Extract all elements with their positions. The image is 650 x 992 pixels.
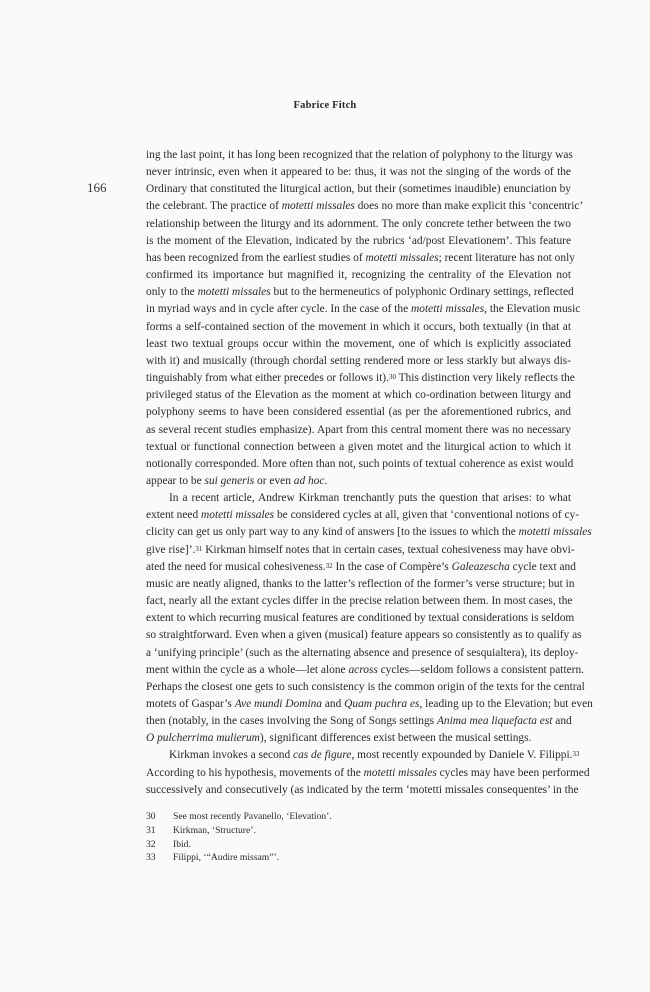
text-run: extent need bbox=[146, 509, 202, 522]
italic-phrase: sui generis bbox=[204, 474, 255, 487]
text-run: tinguishably from what either precedes or follows it). bbox=[146, 372, 389, 385]
text-run: notionally corresponded. More often than not, such points of textual coherence as exist would bbox=[146, 457, 574, 470]
text-run: in myriad ways and in cycle after cycle. In the case of the bbox=[146, 303, 412, 316]
text-line bbox=[146, 696, 593, 713]
text-run: has been recognized from the earliest studies of bbox=[146, 251, 366, 264]
text-run: cycle text and bbox=[509, 560, 576, 573]
text-run: with it) and musically (through chordal setting rendered more or less starkly but always dis- bbox=[146, 354, 571, 367]
text-run: least two textual groups occur within the movement, one of which is explicitly associated bbox=[146, 337, 571, 350]
text-run: motets of Gaspar’s bbox=[146, 698, 235, 710]
footnote-ref: 32 bbox=[325, 561, 333, 570]
text-run: confirmed its importance but magnified it, recognizing the centrality of the Elevation not bbox=[146, 269, 571, 282]
text-line bbox=[146, 301, 581, 318]
text-run: the celebrant. The practice of bbox=[146, 200, 282, 213]
text-run: , the Elevation music bbox=[484, 303, 581, 316]
italic-phrase: ad hoc bbox=[293, 474, 325, 487]
text-run: and bbox=[552, 715, 572, 728]
italic-phrase: motetti missales bbox=[411, 303, 485, 316]
text-run: does no more than make explicit this ‘concentric’ bbox=[354, 200, 584, 213]
text-line bbox=[146, 576, 575, 593]
text-run: ment within the cycle as a whole—let alone bbox=[146, 663, 349, 676]
text-run: , leading up to the Elevation; but even bbox=[419, 698, 593, 710]
text-line bbox=[146, 422, 571, 439]
text-run: or even bbox=[254, 474, 294, 487]
text-run: then (notably, in the cases involving the Song of Songs settings bbox=[146, 715, 437, 728]
text-run: so straightforward. Even when a given (musical) feature appears so consistently as to qualify as bbox=[146, 629, 582, 642]
body-text bbox=[146, 147, 593, 799]
italic-phrase: Galeazescha bbox=[451, 560, 510, 573]
text-run: In the case of Compère’s bbox=[332, 560, 452, 573]
text-line bbox=[146, 645, 579, 662]
text-line bbox=[146, 250, 575, 267]
text-run: This distinction very likely reflects the bbox=[395, 372, 575, 385]
text-line bbox=[146, 233, 571, 250]
text-run: . bbox=[324, 474, 328, 487]
footnotes bbox=[146, 810, 571, 865]
text-run: Ordinary that constituted the liturgical action, but their (sometimes inaudible) enunciation by bbox=[146, 183, 571, 196]
text-line bbox=[146, 559, 576, 576]
footnote bbox=[146, 810, 571, 824]
footnote-number: 30 bbox=[146, 811, 156, 822]
italic-phrase: motetti missales bbox=[197, 286, 271, 299]
italic-phrase: O pulcherrima mulierum bbox=[146, 732, 260, 745]
text-run: , most recently expounded by Daniele V. Filippi. bbox=[351, 749, 573, 762]
text-run: ing the last point, it has long been recognized that the relation of polyphony to the liturgy was bbox=[146, 149, 573, 161]
text-run: Perhaps the closest one gets to such consistency is the common origin of the texts for the central bbox=[146, 680, 585, 693]
text-run: cycles may have been performed bbox=[436, 766, 590, 779]
text-line bbox=[146, 370, 575, 387]
text-run: never intrinsic, even when it appeared to be: thus, it was not the singing of the words of the bbox=[146, 166, 571, 179]
text-run: fact, nearly all the extant cycles differ in the precise relation between them. In most cases, the bbox=[146, 595, 573, 608]
text-line bbox=[146, 439, 571, 456]
footnote-text: See most recently Pavanello, ‘Elevation’. bbox=[173, 811, 332, 822]
footnote-ref: 30 bbox=[388, 373, 396, 382]
text-line bbox=[146, 336, 571, 353]
text-line bbox=[146, 713, 571, 730]
footnote-text: Ibid. bbox=[173, 838, 191, 850]
italic-phrase: motetti missales bbox=[363, 766, 437, 779]
footnote bbox=[146, 851, 571, 865]
text-line bbox=[146, 473, 571, 490]
text-line bbox=[146, 507, 580, 524]
text-line bbox=[146, 610, 575, 627]
italic-phrase: motetti missales bbox=[281, 200, 355, 213]
text-line bbox=[146, 627, 582, 644]
italic-phrase: motetti missales bbox=[518, 526, 592, 539]
text-line bbox=[146, 216, 571, 233]
text-line bbox=[146, 765, 590, 782]
text-run: as several recent studies emphasize). Apart from this central moment there was no necessary bbox=[146, 423, 571, 436]
text-line bbox=[146, 679, 585, 696]
text-line bbox=[146, 782, 579, 799]
text-line bbox=[146, 319, 571, 336]
footnote-ref: 31 bbox=[195, 544, 203, 553]
text-run: but to the hermeneutics of polyphonic Ordinary settings, reflected bbox=[270, 286, 574, 299]
running-head-author: Fabrice Fitch bbox=[293, 100, 357, 111]
italic-phrase: across bbox=[348, 663, 378, 676]
italic-phrase: Quam puchra es bbox=[344, 698, 420, 710]
text-run: relationship between the liturgy and its adornment. The only concrete tether between the two bbox=[146, 217, 571, 230]
text-run: According to his hypothesis, movements of the bbox=[146, 766, 364, 779]
text-run: forms a self-contained section of the movement in which it occurs, both textually (in that at bbox=[146, 320, 571, 333]
text-run: a ‘unifying principle’ (such as the alternating absence and presence of sesquialtera), its deploy- bbox=[146, 646, 579, 659]
text-run: clicity can get us only part way to any kind of answers [to the issues to which the bbox=[146, 526, 519, 539]
text-run: appear to be bbox=[146, 474, 205, 487]
text-run: In a recent article, Andrew Kirkman trenchantly puts the question that arises: to what bbox=[169, 492, 571, 505]
text-run: textual or functional connection between a given motet and the liturgical action to which it bbox=[146, 440, 571, 453]
text-line bbox=[146, 198, 584, 215]
text-line bbox=[146, 456, 574, 473]
text-line bbox=[146, 730, 571, 747]
text-run: cycles—seldom follows a consistent pattern. bbox=[377, 663, 585, 676]
text-run: extent to which recurring musical features are conditioned by textual considerations is seldom bbox=[146, 612, 575, 625]
text-line bbox=[146, 164, 571, 181]
text-line bbox=[146, 267, 571, 284]
text-run: is the moment of the Elevation, indicated by the rubrics ‘ad/post Elevationem’. This feature bbox=[146, 234, 571, 247]
footnote-text: Filippi, ‘“Audire missam”’. bbox=[173, 852, 280, 864]
text-run: ated the need for musical cohesiveness. bbox=[146, 560, 326, 573]
text-line bbox=[146, 490, 571, 507]
text-run: ), significant differences exist between the musical settings. bbox=[259, 732, 532, 745]
italic-phrase: Anima mea liquefacta est bbox=[436, 715, 553, 728]
text-run: ; recent literature has not only bbox=[438, 251, 575, 264]
text-line bbox=[146, 147, 571, 164]
text-run: successively and consecutively (as indicated by the term ‘motetti missales consequentes’ in the bbox=[146, 783, 579, 796]
text-run: music are neatly aligned, thanks to the latter’s reflection of the former’s verse structure; but in bbox=[146, 577, 575, 590]
text-run: polyphony seems to have been considered essential (as per the aforementioned rubrics, and bbox=[146, 406, 571, 419]
footnote-ref: 33 bbox=[572, 750, 580, 759]
text-line bbox=[146, 662, 585, 679]
footnote-text: Kirkman, ‘Structure’. bbox=[173, 824, 256, 836]
italic-phrase: cas de figure bbox=[293, 749, 352, 762]
text-line bbox=[146, 542, 575, 559]
footnote-number: 33 bbox=[146, 852, 156, 864]
text-run: give rise]’. bbox=[146, 543, 196, 556]
text-line bbox=[146, 284, 574, 301]
text-line bbox=[146, 387, 571, 404]
text-line bbox=[146, 181, 571, 198]
italic-phrase: Ave mundi Domina bbox=[234, 698, 323, 710]
text-line bbox=[146, 593, 571, 610]
page-number: 166 bbox=[87, 180, 107, 195]
footnote-number: 31 bbox=[146, 824, 156, 836]
text-line bbox=[146, 524, 592, 541]
italic-phrase: motetti missales bbox=[201, 509, 275, 522]
text-run: and bbox=[322, 698, 345, 710]
text-line bbox=[146, 404, 571, 421]
text-line bbox=[146, 747, 580, 764]
text-run: Kirkman invokes a second bbox=[169, 749, 294, 762]
footnote bbox=[146, 838, 571, 852]
italic-phrase: motetti missales bbox=[365, 251, 439, 264]
footnote-number: 32 bbox=[146, 838, 156, 850]
text-line bbox=[146, 353, 571, 370]
text-run: only to the bbox=[146, 286, 198, 299]
text-run: Kirkman himself notes that in certain cases, textual cohesiveness may have obvi- bbox=[202, 543, 575, 556]
text-run: privileged status of the Elevation as the moment at which co-ordination between liturgy and bbox=[146, 389, 571, 402]
footnote bbox=[146, 824, 571, 838]
text-run: be considered cycles at all, given that ‘conventional notions of cy- bbox=[274, 509, 580, 522]
